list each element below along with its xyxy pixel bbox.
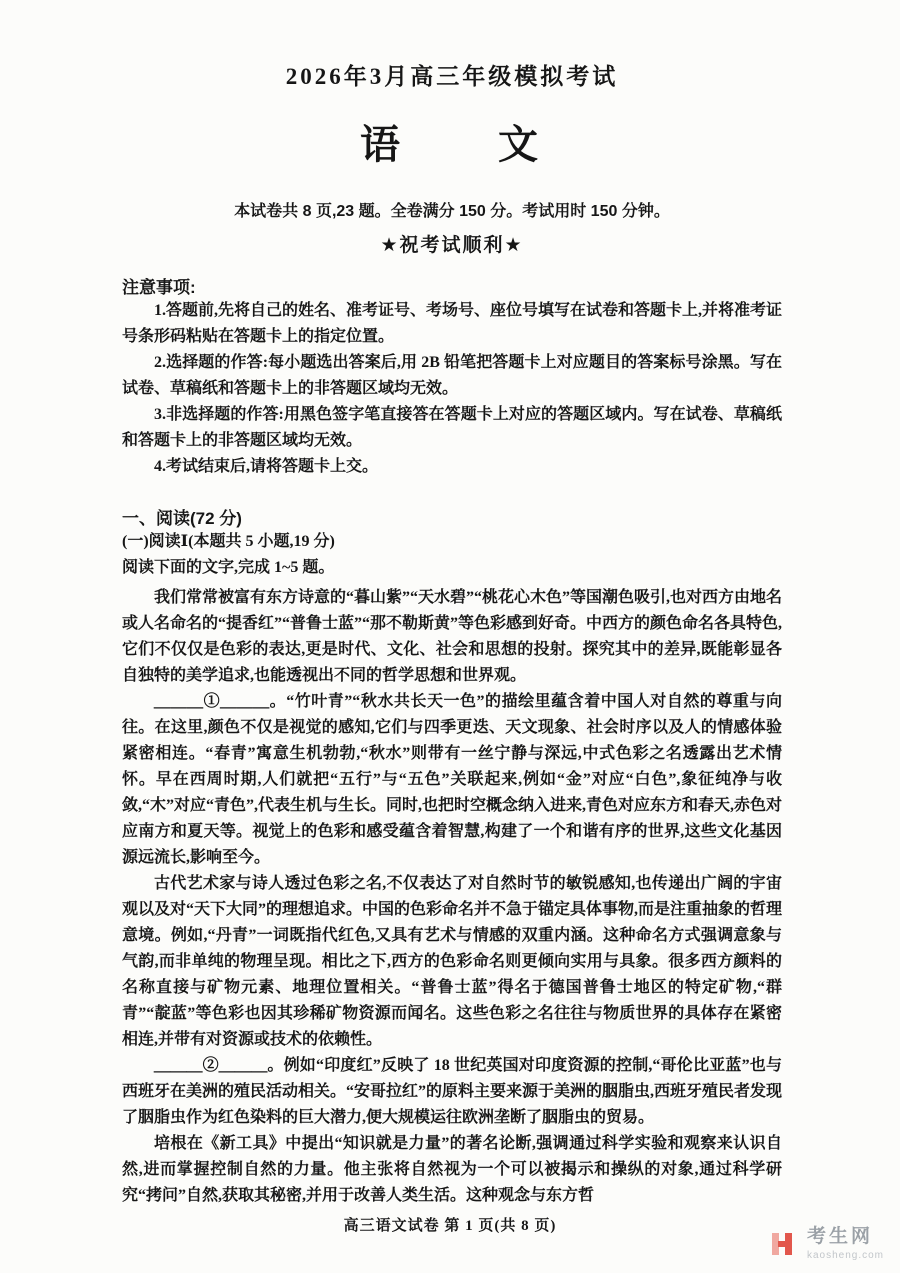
- section-heading-reading: 一、阅读(72 分): [122, 509, 242, 528]
- watermark: [770, 1227, 884, 1261]
- subject-title: 语 文: [360, 122, 544, 167]
- blessing-line: ★祝考试顺利★: [380, 235, 524, 256]
- passage-paragraph: 我们常常被富有东方诗意的“暮山紫”“天水碧”“桃花心木色”等国潮色吸引,也对西方由地名或人名命名的“提香红”“普鲁士蓝”“那不勒斯黄”等色彩感到好奇。中西方的颜色命名各具特色,它们不仅仅是色彩的表达,更是时代、文化、社会和思想的投射。探究其中的差异,既能彰显各自独特的美学追求,也能透视出不同的哲学思想和世界观。: [122, 589, 783, 684]
- notice-heading: 注意事项:: [122, 278, 196, 297]
- passage-paragraph: 培根在《新工具》中提出“知识就是力量”的著名论断,强调通过科学实验和观察来认识自然,进而掌握控制自然的力量。他主张将自然视为一个可以被揭示和操纵的对象,通过科学研究“拷问”自然,获取其秘密,并用于改善人类生活。这种观念与东方哲: [122, 1135, 782, 1204]
- passage-paragraph-blank-1: ＿＿＿①＿＿＿。“竹叶青”“秋水共长天一色”的描绘里蕴含着中国人对自然的尊重与向往。在这里,颜色不仅是视觉的感知,它们与四季更迭、天文现象、社会时序以及人的情感体验紧密相连。“春青”寓意生机勃勃,“秋水”则带有一丝宁静与深远,中式色彩之名透露出艺术情怀。早在西周时期,人们就把“五行”与“五色”关联起来,例如“金”对应“白色”,象征纯净与收敛,“木”对应“青色”,代表生机与生长。同时,也把时空概念纳入进来,青色对应东方和春天,赤色对应南方和夏天等。视觉上的色彩和感受蕴含着智慧,构建了一个和谐有序的世界,这些文化基因源远流长,影响至今。: [122, 693, 783, 866]
- watermark-site-url: kaosheng.com: [806, 1250, 884, 1261]
- notice-item-3: 3.非选择题的作答:用黑色签字笔直接答在答题卡上对应的答题区域内。写在试卷、草稿纸和答题卡上的非答题区域均无效。: [122, 406, 782, 449]
- subsection-heading: (一)阅读Ⅰ(本题共 5 小题,19 分): [122, 533, 335, 550]
- reading-instruction: 阅读下面的文字,完成 1~5 题。: [122, 559, 335, 576]
- notice-item-1: 1.答题前,先将自己的姓名、准考证号、考场号、座位号填写在试卷和答题卡上,并将准考证号条形码粘贴在答题卡上的指定位置。: [122, 302, 783, 345]
- exam-title: 2026年3月高三年级模拟考试: [285, 64, 619, 89]
- passage-paragraph-blank-2: ＿＿＿②＿＿＿。例如“印度红”反映了 18 世纪英国对印度资源的控制,“哥伦比亚蓝”也与西班牙在美洲的殖民活动相关。“安哥拉红”的原料主要来源于美洲的胭脂虫,西班牙殖民者发现了胭脂虫作为红色染料的巨大潜力,便大规模运往欧洲垄断了胭脂虫的贸易。: [122, 1057, 783, 1126]
- notice-item-4: 4.考试结束后,请将答题卡上交。: [154, 458, 379, 475]
- passage-paragraph: 古代艺术家与诗人透过色彩之名,不仅表达了对自然时节的敏锐感知,也传递出广阔的宇宙观以及对“天下大同”的理想追求。中国的色彩命名并不急于锚定具体事物,而是注重抽象的哲理意境。例如,“丹青”一词既指代红色,又具有艺术与情感的双重内涵。这种命名方式强调意象与气韵,而非单纯的物理呈现。相比之下,西方的色彩命名则更倾向实用与具象。很多西方颜料的名称直接与矿物元素、地理位置相关。“普鲁士蓝”得名于德国普鲁士地区的特定矿物,“群青”“靛蓝”等色彩也因其珍稀矿物资源而闻名。这些色彩之名往往与物质世界的具体存在紧密相连,并带有对资源或技术的依赖性。: [122, 875, 783, 1048]
- reading-passage: [122, 585, 782, 1209]
- kaosheng-logo-icon: [770, 1229, 800, 1259]
- watermark-site-name: 考生网: [806, 1226, 873, 1248]
- page-footer: 高三语文试卷 第 1 页(共 8 页): [343, 1218, 557, 1234]
- watermark-text: [807, 1227, 884, 1261]
- notice-item-2: 2.选择题的作答:每小题选出答案后,用 2B 铅笔把答题卡上对应题目的答案标号涂黑。写在试卷、草稿纸和答题卡上的非答题区域均无效。: [122, 354, 782, 397]
- exam-info-line: 本试卷共 8 页,23 题。全卷满分 150 分。考试用时 150 分钟。: [234, 203, 670, 220]
